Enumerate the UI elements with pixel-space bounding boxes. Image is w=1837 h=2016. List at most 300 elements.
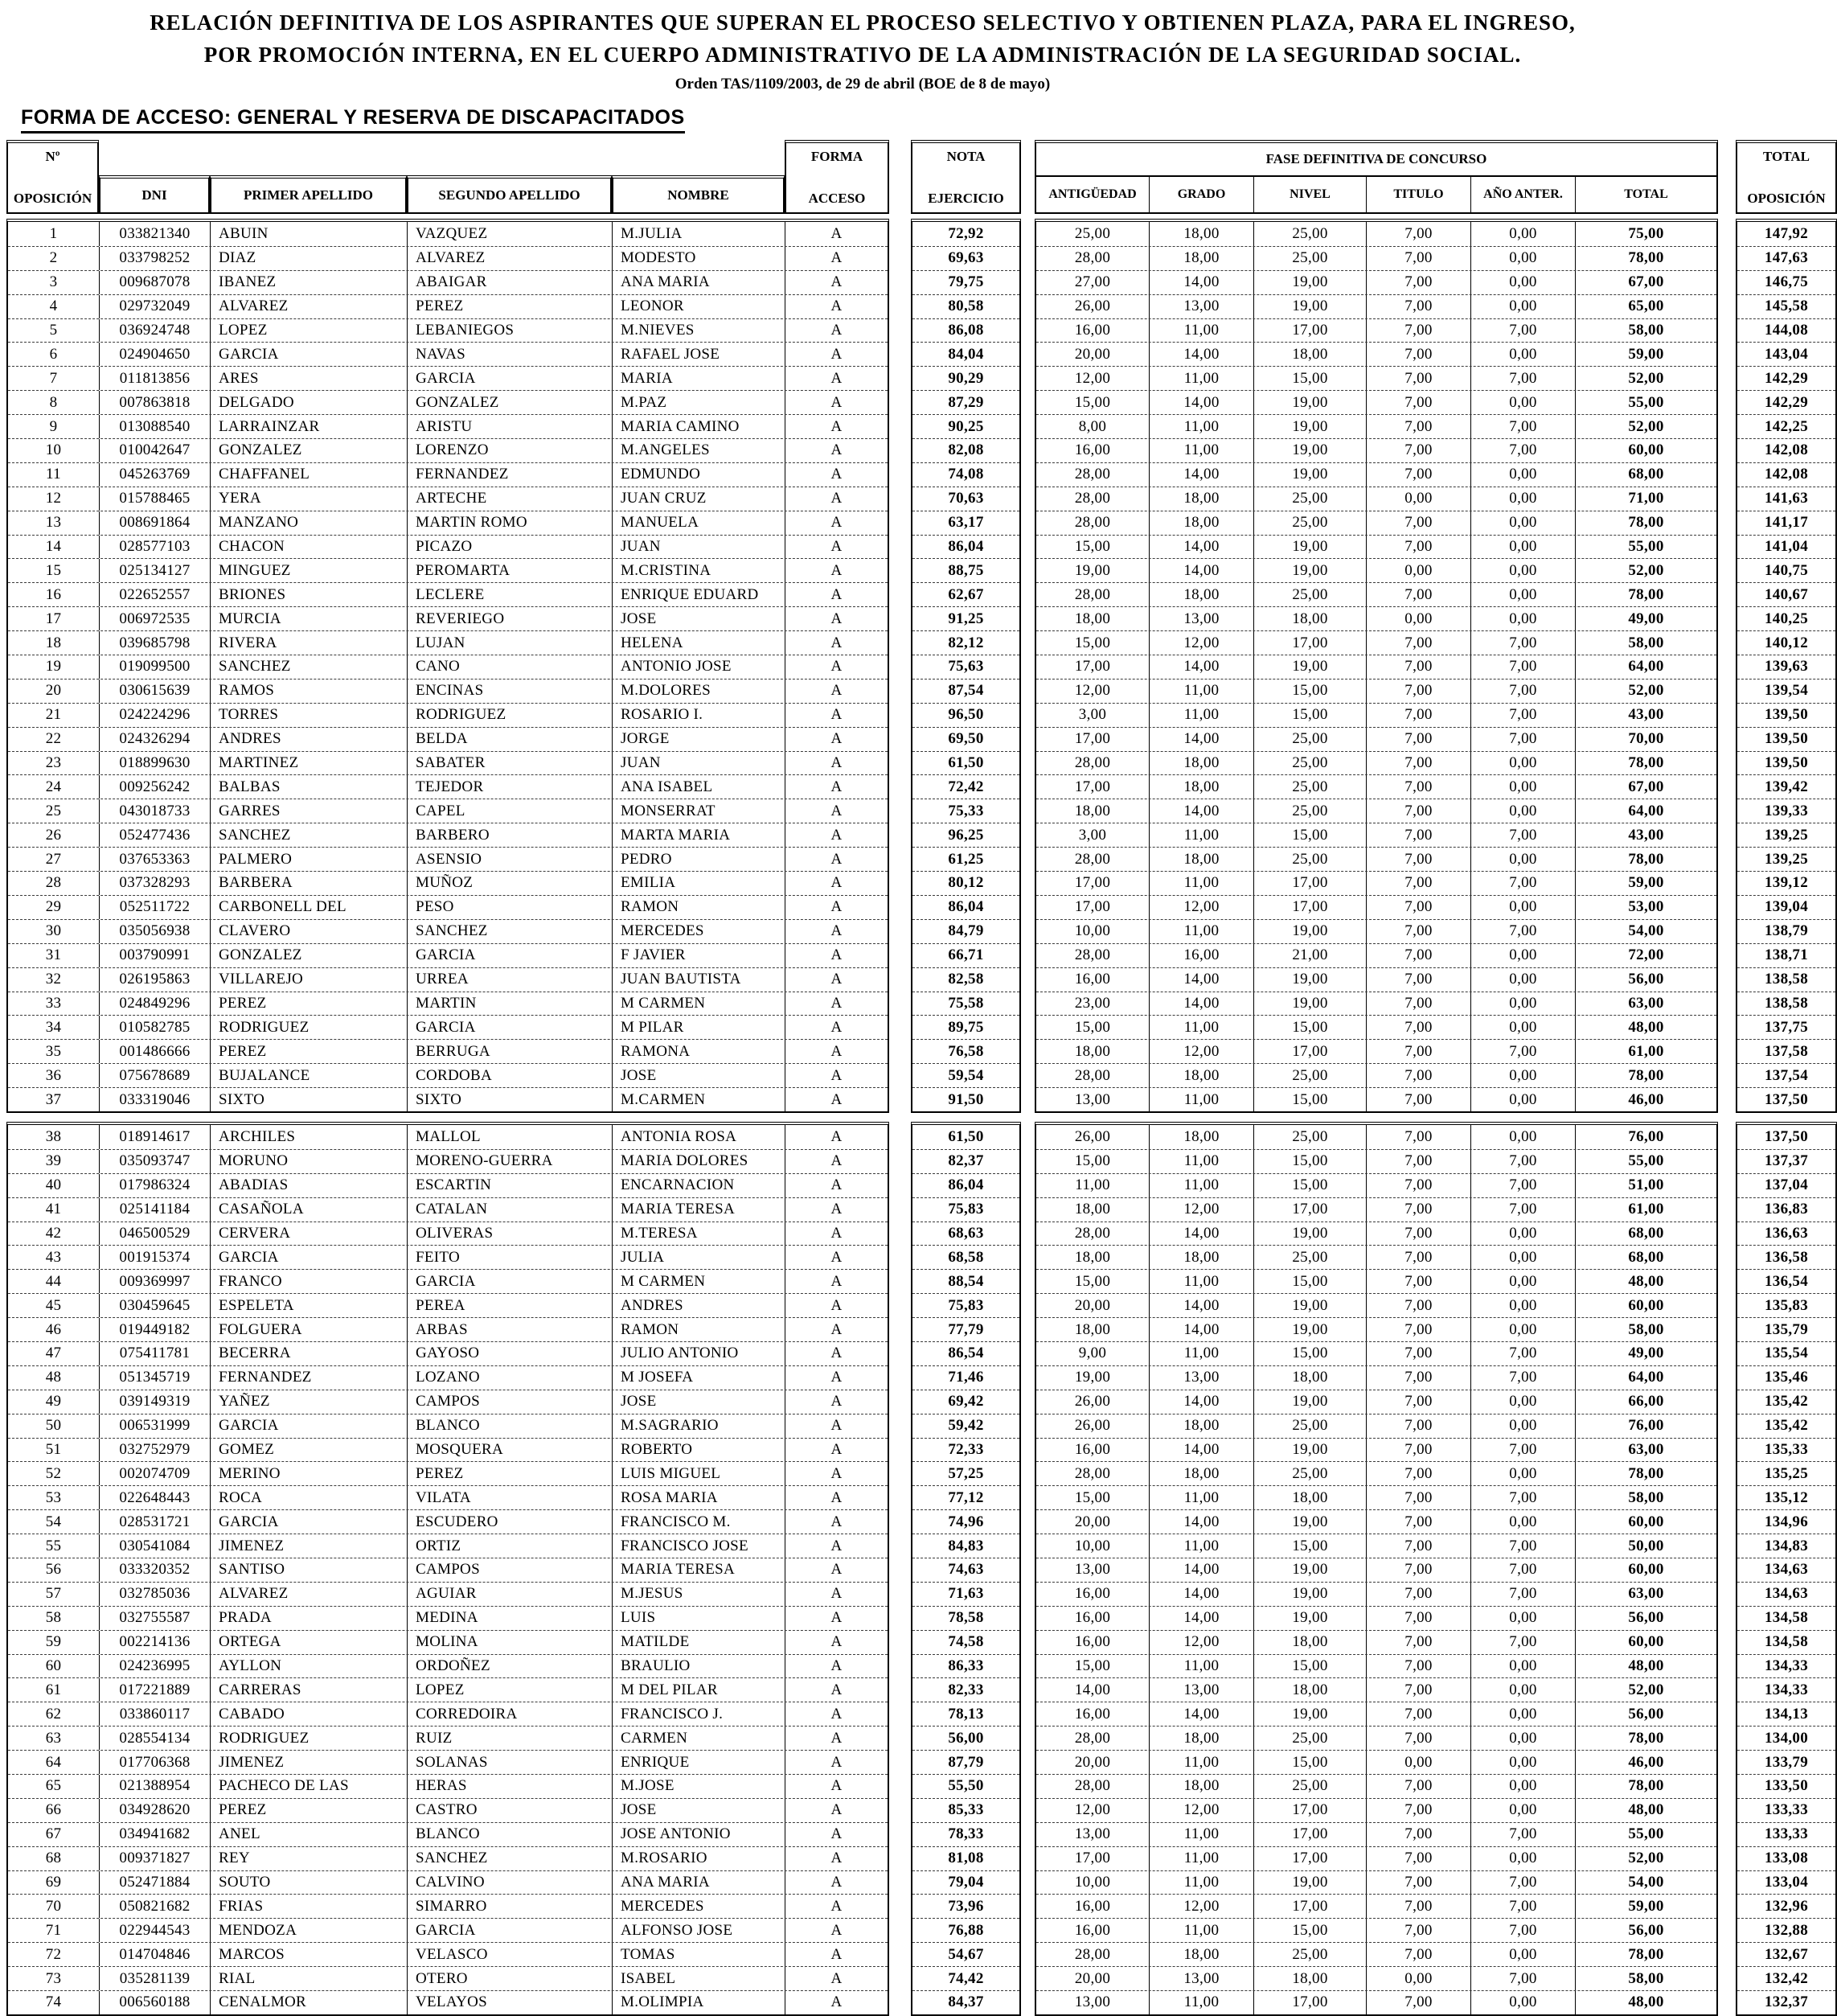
- cell-nombre: RAMON: [612, 896, 785, 919]
- cell-segundo-apellido: ALVAREZ: [407, 247, 612, 270]
- table-row: [1036, 1365, 1716, 1390]
- cell-grado: 13,00: [1149, 295, 1253, 318]
- cell-grado: 14,00: [1149, 343, 1253, 366]
- cell-dni: 010042647: [99, 439, 210, 462]
- cell-dni: 022648443: [99, 1486, 210, 1509]
- table-row: [1036, 1461, 1716, 1485]
- cell-num-oposicion: 63: [45, 1729, 62, 1747]
- cell-ano-anterior: 0,00: [1470, 992, 1575, 1016]
- cell-total-concurso: 46,00: [1575, 1088, 1716, 1111]
- cell-nivel: 19,00: [1253, 439, 1366, 462]
- cell-total-oposicion: 138,79: [1764, 922, 1809, 940]
- cell-dni: 015788465: [99, 487, 210, 511]
- cell-grado: 14,00: [1149, 728, 1253, 751]
- cell-nota-ejercicio: 57,25: [948, 1464, 984, 1482]
- cell-primer-apellido: DIAZ: [210, 247, 407, 270]
- table-row: [1036, 774, 1716, 799]
- cell-num-oposicion: 37: [45, 1090, 62, 1108]
- cell-num-oposicion: 21: [45, 706, 62, 724]
- cell-num-oposicion: 15: [45, 561, 62, 579]
- col-header-total-concurso: TOTAL: [1575, 177, 1716, 212]
- table-row: [912, 1293, 1019, 1317]
- cell-primer-apellido: ALVAREZ: [210, 1583, 407, 1606]
- cell-nota-ejercicio: 89,75: [948, 1018, 984, 1036]
- cell-total-concurso: 75,00: [1575, 222, 1716, 246]
- table-row: [1036, 1677, 1716, 1702]
- cell-nivel: 25,00: [1253, 1775, 1366, 1798]
- table-row: [1737, 582, 1835, 606]
- cell-primer-apellido: SANTISO: [210, 1558, 407, 1582]
- cell-segundo-apellido: AGUIAR: [407, 1583, 612, 1606]
- cell-titulo: 0,00: [1366, 607, 1470, 630]
- table-row: [1737, 1630, 1835, 1654]
- fase-definitiva-subheaders: [1036, 177, 1716, 212]
- cell-total-concurso: 59,00: [1575, 872, 1716, 895]
- cell-nivel: 19,00: [1253, 992, 1366, 1016]
- cell-antiguedad: 20,00: [1074, 1753, 1111, 1771]
- table-row: [912, 1894, 1019, 1918]
- cell-titulo: 7,00: [1366, 848, 1470, 871]
- cell-primer-apellido: ORTEGA: [210, 1631, 407, 1654]
- cell-segundo-apellido: PEREA: [407, 1294, 612, 1317]
- cell-total-oposicion: 133,33: [1764, 1801, 1809, 1819]
- cell-num-oposicion: 39: [45, 1152, 62, 1170]
- table-row: [1737, 1317, 1835, 1341]
- cell-nota-ejercicio: 86,54: [948, 1345, 984, 1362]
- table-row: [8, 1654, 888, 1678]
- cell-antiguedad: 15,00: [1074, 393, 1111, 411]
- cell-nombre: MARIA TERESA: [612, 1198, 785, 1222]
- table-row: [1036, 1870, 1716, 1895]
- cell-num-oposicion: 29: [45, 898, 62, 916]
- table-row: [1737, 462, 1835, 487]
- cell-grado: 11,00: [1149, 1150, 1253, 1173]
- cell-ano-anterior: 0,00: [1470, 463, 1575, 487]
- cell-total-concurso: 56,00: [1575, 1919, 1716, 1942]
- cell-total-oposicion: 139,63: [1764, 658, 1809, 675]
- cell-titulo: 7,00: [1366, 343, 1470, 366]
- table-row: [8, 246, 888, 270]
- cell-primer-apellido: CARRERAS: [210, 1678, 407, 1702]
- cell-num-oposicion: 25: [45, 802, 62, 819]
- cell-total-oposicion: 133,33: [1764, 1825, 1809, 1843]
- cell-nivel: 21,00: [1253, 944, 1366, 967]
- cell-antiguedad: 28,00: [1074, 1224, 1111, 1242]
- cell-nota-ejercicio: 68,63: [948, 1224, 984, 1242]
- table-row: [1036, 1798, 1716, 1822]
- col-header-total-oposicion: [1736, 140, 1837, 214]
- table-row: [1737, 1063, 1835, 1087]
- cell-nombre: ALFONSO JOSE: [612, 1919, 785, 1942]
- cell-primer-apellido: CHACON: [210, 536, 407, 559]
- cell-total-concurso: 70,00: [1575, 728, 1716, 751]
- cell-antiguedad: 26,00: [1074, 1127, 1111, 1145]
- table-row: [1036, 462, 1716, 487]
- cell-num-oposicion: 31: [45, 946, 62, 964]
- table-row: [912, 1063, 1019, 1087]
- cell-primer-apellido: GARCIA: [210, 343, 407, 366]
- cell-nota-ejercicio: 91,25: [948, 610, 984, 627]
- cell-primer-apellido: MARCOS: [210, 1943, 407, 1966]
- cell-nota-ejercicio: 84,79: [948, 922, 984, 940]
- cell-nota-ejercicio: 55,50: [948, 1777, 984, 1795]
- cell-antiguedad: 28,00: [1074, 1066, 1111, 1084]
- cell-ano-anterior: 0,00: [1470, 896, 1575, 919]
- cell-segundo-apellido: SIXTO: [407, 1088, 612, 1111]
- cell-total-concurso: 60,00: [1575, 439, 1716, 462]
- table-row: [1737, 1365, 1835, 1390]
- cell-nombre: MATILDE: [612, 1631, 785, 1654]
- cell-dni: 043018733: [99, 799, 210, 823]
- cell-grado: 12,00: [1149, 896, 1253, 919]
- cell-forma-acceso: A: [785, 1631, 888, 1654]
- table-row: [1036, 1015, 1716, 1039]
- cell-total-oposicion: 146,75: [1764, 273, 1809, 291]
- cell-total-oposicion: 140,75: [1764, 561, 1809, 579]
- cell-ano-anterior: 7,00: [1470, 1486, 1575, 1509]
- table-row: [1737, 1222, 1835, 1246]
- table-row: [912, 1414, 1019, 1438]
- cell-num-oposicion: 41: [45, 1201, 62, 1218]
- cell-antiguedad: 18,00: [1074, 802, 1111, 819]
- table-row: [1036, 823, 1716, 847]
- cell-segundo-apellido: VELASCO: [407, 1943, 612, 1966]
- cell-num-oposicion: 61: [45, 1681, 62, 1698]
- cell-forma-acceso: A: [785, 1064, 888, 1087]
- table-row: [8, 751, 888, 775]
- cell-nivel: 15,00: [1253, 1150, 1366, 1173]
- cell-num-oposicion: 48: [45, 1369, 62, 1386]
- table-row: [1036, 967, 1716, 992]
- cell-forma-acceso: A: [785, 1775, 888, 1798]
- cell-total-oposicion: 137,54: [1764, 1066, 1809, 1084]
- cell-antiguedad: 15,00: [1074, 1152, 1111, 1170]
- cell-titulo: 7,00: [1366, 1294, 1470, 1317]
- cell-nota-ejercicio: 59,42: [948, 1417, 984, 1435]
- cell-nombre: JOSE: [612, 1390, 785, 1414]
- col-header-forma-acceso: [785, 140, 889, 214]
- cell-forma-acceso: A: [785, 1462, 888, 1485]
- cell-nota-ejercicio: 82,58: [948, 971, 984, 988]
- cell-forma-acceso: A: [785, 968, 888, 992]
- table-row: [1036, 1317, 1716, 1341]
- cell-dni: 007863818: [99, 391, 210, 414]
- cell-ano-anterior: 0,00: [1470, 1088, 1575, 1111]
- cell-ano-anterior: 7,00: [1470, 1583, 1575, 1606]
- cell-nivel: 18,00: [1253, 1967, 1366, 1990]
- table-row: [8, 1087, 888, 1111]
- cell-segundo-apellido: LOPEZ: [407, 1678, 612, 1702]
- col-header-titulo: TITULO: [1366, 177, 1470, 212]
- cell-titulo: 7,00: [1366, 728, 1470, 751]
- cell-ano-anterior: 7,00: [1470, 1871, 1575, 1895]
- cell-grado: 11,00: [1149, 367, 1253, 390]
- cell-nota-ejercicio: 86,04: [948, 898, 984, 916]
- cell-titulo: 7,00: [1366, 1991, 1470, 2014]
- cell-total-concurso: 46,00: [1575, 1751, 1716, 1774]
- table-row: [1036, 390, 1716, 414]
- cell-segundo-apellido: SIMARRO: [407, 1895, 612, 1918]
- cell-nota-ejercicio: 72,92: [948, 224, 984, 242]
- cell-segundo-apellido: CORREDOIRA: [407, 1702, 612, 1726]
- cell-grado: 14,00: [1149, 1390, 1253, 1414]
- table-row: [8, 342, 888, 366]
- table-row: [1036, 751, 1716, 775]
- cell-nota-ejercicio: 96,50: [948, 706, 984, 724]
- cell-nivel: 18,00: [1253, 343, 1366, 366]
- cell-primer-apellido: RIVERA: [210, 631, 407, 655]
- cell-ano-anterior: 0,00: [1470, 222, 1575, 246]
- cell-antiguedad: 17,00: [1074, 898, 1111, 916]
- cell-num-oposicion: 22: [45, 730, 62, 748]
- table-row: [1036, 1173, 1716, 1197]
- cell-dni: 026195863: [99, 968, 210, 992]
- cell-forma-acceso: A: [785, 1439, 888, 1462]
- cell-grado: 18,00: [1149, 511, 1253, 535]
- table-row: [912, 438, 1019, 462]
- cell-antiguedad: 17,00: [1074, 778, 1111, 795]
- table-row: [912, 1245, 1019, 1269]
- cell-total-concurso: 52,00: [1575, 1847, 1716, 1870]
- cell-total-concurso: 72,00: [1575, 944, 1716, 967]
- cell-nombre: MARIA DOLORES: [612, 1150, 785, 1173]
- cell-total-concurso: 48,00: [1575, 1799, 1716, 1822]
- cell-total-oposicion: 135,54: [1764, 1345, 1809, 1362]
- col-header-nota-line1: NOTA: [946, 149, 986, 164]
- cell-titulo: 7,00: [1366, 631, 1470, 655]
- cell-nombre: JUAN BAUTISTA: [612, 968, 785, 992]
- cell-grado: 13,00: [1149, 1366, 1253, 1390]
- cell-antiguedad: 26,00: [1074, 298, 1111, 315]
- cell-segundo-apellido: PESO: [407, 896, 612, 919]
- cell-titulo: 7,00: [1366, 1510, 1470, 1534]
- table-row: [1036, 294, 1716, 318]
- cell-titulo: 7,00: [1366, 1088, 1470, 1111]
- cell-dni: 024224296: [99, 704, 210, 727]
- cell-ano-anterior: 0,00: [1470, 1775, 1575, 1798]
- cell-total-concurso: 56,00: [1575, 1702, 1716, 1726]
- cell-antiguedad: 28,00: [1074, 754, 1111, 772]
- cell-num-oposicion: 34: [45, 1018, 62, 1036]
- cell-primer-apellido: MANZANO: [210, 511, 407, 535]
- table-row: [912, 1798, 1019, 1822]
- cell-num-oposicion: 27: [45, 850, 62, 868]
- cell-forma-acceso: A: [785, 1366, 888, 1390]
- cell-forma-acceso: A: [785, 1016, 888, 1039]
- cell-nivel: 15,00: [1253, 1919, 1366, 1942]
- cell-ano-anterior: 0,00: [1470, 607, 1575, 630]
- cell-grado: 14,00: [1149, 968, 1253, 992]
- cell-antiguedad: 10,00: [1074, 922, 1111, 940]
- cell-ano-anterior: 7,00: [1470, 655, 1575, 679]
- cell-nota-ejercicio: 75,83: [948, 1201, 984, 1218]
- cell-nombre: BRAULIO: [612, 1655, 785, 1678]
- cell-total-oposicion: 145,58: [1764, 298, 1809, 315]
- table-row: [8, 655, 888, 679]
- cell-nota-ejercicio: 75,33: [948, 802, 984, 819]
- cell-total-oposicion: 137,58: [1764, 1042, 1809, 1060]
- cell-total-concurso: 58,00: [1575, 1967, 1716, 1990]
- cell-titulo: 7,00: [1366, 1270, 1470, 1293]
- cell-dni: 039685798: [99, 631, 210, 655]
- cell-grado: 12,00: [1149, 1631, 1253, 1654]
- cell-nota-ejercicio: 76,58: [948, 1042, 984, 1060]
- cell-grado: 11,00: [1149, 319, 1253, 343]
- cell-primer-apellido: REY: [210, 1847, 407, 1870]
- cell-nota-ejercicio: 72,33: [948, 1440, 984, 1458]
- cell-grado: 11,00: [1149, 439, 1253, 462]
- cell-nombre: MARIA: [612, 367, 785, 390]
- cell-num-oposicion: 64: [45, 1753, 62, 1771]
- table-row: [1737, 1750, 1835, 1774]
- cell-total-concurso: 59,00: [1575, 1895, 1716, 1918]
- section-heading: [21, 106, 1837, 133]
- cell-primer-apellido: FOLGUERA: [210, 1318, 407, 1341]
- table-row: [1737, 390, 1835, 414]
- cell-segundo-apellido: MEDINA: [407, 1607, 612, 1630]
- cell-primer-apellido: SOUTO: [210, 1871, 407, 1895]
- page-title-order-reference: Orden TAS/1109/2003, de 29 de abril (BOE de 8 de mayo): [675, 76, 1051, 92]
- table-row: [8, 895, 888, 919]
- cell-segundo-apellido: MARTIN: [407, 992, 612, 1016]
- cell-total-oposicion: 143,04: [1764, 345, 1809, 363]
- cell-total-oposicion: 134,58: [1764, 1609, 1809, 1627]
- cell-num-oposicion: 56: [45, 1561, 62, 1579]
- table-row: [1737, 1341, 1835, 1365]
- cell-titulo: 7,00: [1366, 1799, 1470, 1822]
- table-row: [1036, 1485, 1716, 1509]
- cell-grado: 18,00: [1149, 222, 1253, 246]
- table-band: [6, 219, 1837, 1113]
- cell-titulo: 0,00: [1366, 559, 1470, 582]
- table-row: [1036, 1341, 1716, 1365]
- cell-nivel: 15,00: [1253, 1751, 1366, 1774]
- table-row: [8, 414, 888, 438]
- column-group: [1736, 219, 1837, 1113]
- cell-segundo-apellido: VILATA: [407, 1486, 612, 1509]
- cell-nota-ejercicio: 74,42: [948, 1969, 984, 1987]
- cell-primer-apellido: FRANCO: [210, 1270, 407, 1293]
- cell-nombre: JUAN CRUZ: [612, 487, 785, 511]
- cell-forma-acceso: A: [785, 1174, 888, 1197]
- cell-primer-apellido: FRIAS: [210, 1895, 407, 1918]
- cell-dni: 030541084: [99, 1534, 210, 1558]
- cell-nota-ejercicio: 88,54: [948, 1272, 984, 1290]
- cell-antiguedad: 10,00: [1074, 1537, 1111, 1554]
- cell-total-concurso: 55,00: [1575, 391, 1716, 414]
- cell-titulo: 7,00: [1366, 704, 1470, 727]
- cell-titulo: 7,00: [1366, 752, 1470, 775]
- cell-forma-acceso: A: [785, 1583, 888, 1606]
- table-row: [912, 462, 1019, 487]
- cell-nivel: 17,00: [1253, 1991, 1366, 2014]
- table-row: [8, 390, 888, 414]
- cell-nombre: MONSERRAT: [612, 799, 785, 823]
- cell-total-oposicion: 138,71: [1764, 946, 1809, 964]
- cell-titulo: 7,00: [1366, 1318, 1470, 1341]
- table-row: [1036, 1654, 1716, 1678]
- cell-ano-anterior: 0,00: [1470, 1799, 1575, 1822]
- table-row: [912, 1125, 1019, 1149]
- cell-forma-acceso: A: [785, 1510, 888, 1534]
- col-header-num-line1: Nº: [45, 149, 60, 164]
- cell-ano-anterior: 0,00: [1470, 1390, 1575, 1414]
- cell-num-oposicion: 3: [49, 273, 58, 291]
- cell-segundo-apellido: CORDOBA: [407, 1064, 612, 1087]
- cell-antiguedad: 13,00: [1074, 1825, 1111, 1843]
- cell-nota-ejercicio: 82,33: [948, 1681, 984, 1698]
- cell-forma-acceso: A: [785, 1222, 888, 1246]
- cell-total-oposicion: 134,33: [1764, 1681, 1809, 1698]
- cell-nombre: ENRIQUE: [612, 1751, 785, 1774]
- cell-nota-ejercicio: 74,96: [948, 1513, 984, 1530]
- table-row: [912, 1149, 1019, 1173]
- cell-total-concurso: 66,00: [1575, 1390, 1716, 1414]
- cell-total-oposicion: 142,29: [1764, 369, 1809, 387]
- cell-segundo-apellido: GARCIA: [407, 1270, 612, 1293]
- table-row: [8, 823, 888, 847]
- cell-nombre: M.OLIMPIA: [612, 1991, 785, 2014]
- table-row: [8, 1039, 888, 1063]
- cell-dni: 033860117: [99, 1702, 210, 1726]
- cell-primer-apellido: DELGADO: [210, 391, 407, 414]
- cell-antiguedad: 13,00: [1074, 1561, 1111, 1579]
- table-row: [8, 1269, 888, 1293]
- cell-num-oposicion: 9: [49, 417, 58, 435]
- cell-antiguedad: 16,00: [1074, 1609, 1111, 1627]
- table-row: [1036, 992, 1716, 1016]
- table-row: [1036, 487, 1716, 511]
- cell-antiguedad: 19,00: [1074, 561, 1111, 579]
- cell-nota-ejercicio: 63,17: [948, 514, 984, 532]
- cell-total-concurso: 56,00: [1575, 968, 1716, 992]
- cell-antiguedad: 28,00: [1074, 1777, 1111, 1795]
- cell-titulo: 7,00: [1366, 1016, 1470, 1039]
- cell-primer-apellido: CLAVERO: [210, 920, 407, 943]
- cell-segundo-apellido: BARBERO: [407, 823, 612, 847]
- cell-nota-ejercicio: 76,88: [948, 1921, 984, 1939]
- cell-nota-ejercicio: 86,04: [948, 1176, 984, 1194]
- cell-num-oposicion: 62: [45, 1705, 62, 1722]
- cell-total-oposicion: 133,08: [1764, 1850, 1809, 1867]
- cell-nivel: 19,00: [1253, 415, 1366, 438]
- table-row: [912, 1966, 1019, 1990]
- table-row: [1036, 606, 1716, 630]
- cell-total-oposicion: 133,79: [1764, 1753, 1809, 1771]
- cell-primer-apellido: RODRIGUEZ: [210, 1727, 407, 1750]
- cell-dni: 003790991: [99, 944, 210, 967]
- cell-forma-acceso: A: [785, 1678, 888, 1702]
- cell-grado: 13,00: [1149, 1678, 1253, 1702]
- cell-nombre: RAMON: [612, 1318, 785, 1341]
- cell-ano-anterior: 7,00: [1470, 823, 1575, 847]
- cell-dni: 033319046: [99, 1088, 210, 1111]
- cell-total-concurso: 76,00: [1575, 1125, 1716, 1149]
- cell-total-oposicion: 137,37: [1764, 1152, 1809, 1170]
- cell-grado: 18,00: [1149, 752, 1253, 775]
- table-row: [912, 751, 1019, 775]
- cell-ano-anterior: 0,00: [1470, 848, 1575, 871]
- cell-antiguedad: 16,00: [1074, 1705, 1111, 1722]
- cell-antiguedad: 28,00: [1074, 850, 1111, 868]
- cell-nombre: JOSE ANTONIO: [612, 1823, 785, 1846]
- table-row: [1036, 630, 1716, 655]
- cell-forma-acceso: A: [785, 1895, 888, 1918]
- table-row: [8, 1918, 888, 1942]
- col-header-nivel: NIVEL: [1253, 177, 1366, 212]
- cell-nota-ejercicio: 81,08: [948, 1850, 984, 1867]
- table-row: [912, 1390, 1019, 1414]
